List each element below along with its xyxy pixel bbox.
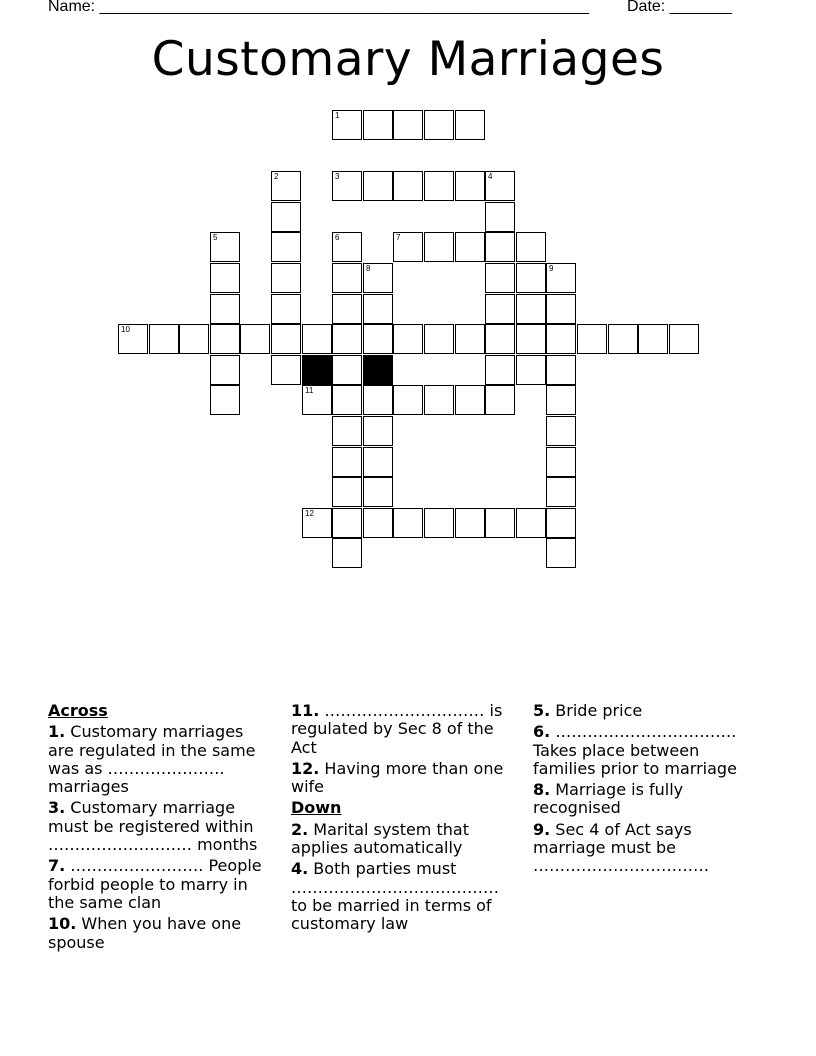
- clue-number: 5: [213, 233, 218, 242]
- grid-cell[interactable]: [271, 202, 301, 232]
- clue-across-1: 1. Customary marriages are regulated in the same was as …………………. marriages: [48, 722, 256, 797]
- grid-cell[interactable]: [271, 263, 301, 293]
- grid-cell[interactable]: [271, 324, 301, 354]
- grid-cell[interactable]: [546, 294, 576, 324]
- clue-number: 12: [305, 509, 314, 518]
- grid-cell[interactable]: [455, 171, 485, 201]
- grid-cell[interactable]: [516, 508, 546, 538]
- clue-down-4: 4. Both parties must ………………………………… to be married in terms of customary law: [291, 859, 499, 934]
- grid-cell[interactable]: [363, 447, 393, 477]
- clue-down-8: 8. Marriage is fully recognised: [533, 780, 684, 818]
- grid-cell[interactable]: [393, 324, 423, 354]
- grid-cell[interactable]: [455, 232, 485, 262]
- grid-cell[interactable]: [332, 416, 362, 446]
- grid-cell[interactable]: [546, 324, 576, 354]
- grid-cell[interactable]: [424, 110, 454, 140]
- grid-cell[interactable]: [363, 171, 393, 201]
- grid-cell[interactable]: [332, 263, 362, 293]
- page-title: Customary Marriages: [151, 32, 665, 87]
- grid-cell[interactable]: [485, 508, 515, 538]
- grid-cell[interactable]: [332, 447, 362, 477]
- grid-cell[interactable]: [332, 110, 362, 140]
- grid-cell[interactable]: [332, 538, 362, 568]
- grid-cell[interactable]: [393, 171, 423, 201]
- grid-cell[interactable]: [210, 385, 240, 415]
- clue-across-3: 3. Customary marriage must be registered within ……………………… months: [48, 798, 258, 855]
- grid-cell[interactable]: [302, 324, 332, 354]
- clues-column-2: [291, 702, 517, 937]
- across-heading: Across: [48, 701, 108, 720]
- clue-down-5: 5. Bride price: [533, 701, 643, 720]
- clue-number: 7: [396, 233, 401, 242]
- grid-cell[interactable]: [546, 447, 576, 477]
- grid-cell[interactable]: [546, 477, 576, 507]
- clue-down-6: 6. ……………………………. Takes place between families prior to marriage: [533, 722, 737, 778]
- grid-cell[interactable]: [363, 324, 393, 354]
- grid-cell[interactable]: [455, 508, 485, 538]
- grid-cell[interactable]: [393, 232, 423, 262]
- grid-cell[interactable]: [516, 324, 546, 354]
- clue-number: 8: [366, 264, 371, 273]
- grid-cell[interactable]: [516, 294, 546, 324]
- grid-cell[interactable]: [210, 294, 240, 324]
- grid-cell[interactable]: [424, 324, 454, 354]
- grid-cell[interactable]: [393, 385, 423, 415]
- grid-cell[interactable]: [516, 263, 546, 293]
- date-label: Date:: [627, 0, 670, 15]
- grid-cell[interactable]: [516, 355, 546, 385]
- grid-cell[interactable]: [210, 232, 240, 262]
- grid-cell[interactable]: [485, 355, 515, 385]
- grid-cell[interactable]: [332, 477, 362, 507]
- grid-cell[interactable]: [363, 477, 393, 507]
- grid-cell[interactable]: [302, 385, 332, 415]
- clue-across-12: 12. Having more than one wife: [291, 758, 504, 797]
- grid-cell[interactable]: [332, 508, 362, 538]
- grid-cell[interactable]: [271, 355, 301, 385]
- grid-cell[interactable]: [546, 355, 576, 385]
- clue-number: 10: [121, 325, 130, 334]
- grid-cell[interactable]: [485, 263, 515, 293]
- grid-cell[interactable]: [332, 355, 362, 385]
- grid-cell[interactable]: [210, 324, 240, 354]
- grid-cell[interactable]: [546, 508, 576, 538]
- clue-down-2: 2. Marital system that applies automatically: [291, 819, 469, 858]
- grid-cell[interactable]: [118, 324, 148, 354]
- clue-number: 3: [335, 172, 340, 181]
- grid-cell[interactable]: [424, 508, 454, 538]
- grid-cell[interactable]: [210, 263, 240, 293]
- grid-block: [302, 355, 332, 385]
- clue-number: 11: [305, 386, 314, 395]
- grid-cell[interactable]: [424, 385, 454, 415]
- grid-cell[interactable]: [485, 324, 515, 354]
- clue-number: 6: [335, 233, 340, 242]
- grid-cell[interactable]: [485, 202, 515, 232]
- grid-cell[interactable]: [332, 232, 362, 262]
- grid-cell[interactable]: [516, 232, 546, 262]
- grid-cell[interactable]: [455, 385, 485, 415]
- grid-cell[interactable]: [546, 538, 576, 568]
- grid-cell[interactable]: [363, 110, 393, 140]
- grid-block: [363, 355, 393, 385]
- grid-cell[interactable]: [485, 385, 515, 415]
- clue-across-7: 7. ……………………. People forbid people to marry in the same clan: [48, 856, 262, 912]
- grid-cell[interactable]: [669, 324, 699, 354]
- clues-column-3: [533, 702, 759, 879]
- clue-across-10: 10. When you have one spouse: [48, 914, 242, 952]
- grid-cell[interactable]: [546, 385, 576, 415]
- grid-cell[interactable]: [240, 324, 270, 354]
- grid-cell[interactable]: [363, 263, 393, 293]
- date-line[interactable]: _______: [669, 0, 732, 15]
- grid-cell[interactable]: [271, 232, 301, 262]
- grid-cell[interactable]: [332, 294, 362, 324]
- grid-cell[interactable]: [332, 385, 362, 415]
- grid-cell[interactable]: [546, 416, 576, 446]
- grid-cell[interactable]: [424, 232, 454, 262]
- grid-cell[interactable]: [424, 171, 454, 201]
- grid-cell[interactable]: [393, 508, 423, 538]
- grid-cell[interactable]: [149, 324, 179, 354]
- grid-cell[interactable]: [302, 508, 332, 538]
- grid-cell[interactable]: [271, 294, 301, 324]
- grid-cell[interactable]: [332, 324, 362, 354]
- grid-cell[interactable]: [210, 355, 240, 385]
- clue-number: 1: [335, 111, 340, 120]
- grid-cell[interactable]: [608, 324, 638, 354]
- down-heading: Down: [291, 798, 342, 818]
- name-line[interactable]: _______________________________________________________: [99, 0, 589, 15]
- clue-number: 2: [274, 172, 279, 181]
- grid-cell[interactable]: [363, 508, 393, 538]
- grid-cell[interactable]: [363, 416, 393, 446]
- grid-cell[interactable]: [363, 294, 393, 324]
- grid-cell[interactable]: [455, 324, 485, 354]
- grid-cell[interactable]: [485, 232, 515, 262]
- clue-down-9: 9. Sec 4 of Act says marriage must be ……………………………: [533, 819, 709, 876]
- grid-cell[interactable]: [455, 110, 485, 140]
- name-label: Name:: [48, 0, 100, 15]
- grid-cell[interactable]: [332, 171, 362, 201]
- grid-cell[interactable]: [393, 110, 423, 140]
- clue-number: 9: [549, 264, 554, 273]
- clues-column-1: [48, 702, 274, 955]
- grid-cell[interactable]: [485, 294, 515, 324]
- grid-cell[interactable]: [485, 171, 515, 201]
- grid-cell[interactable]: [271, 171, 301, 201]
- clue-number: 4: [488, 172, 493, 181]
- grid-cell[interactable]: [546, 263, 576, 293]
- clue-across-11: 11. ………………………… is regulated by Sec 8 of the Act: [291, 701, 503, 757]
- grid-cell[interactable]: [638, 324, 668, 354]
- grid-cell[interactable]: [363, 385, 393, 415]
- grid-cell[interactable]: [179, 324, 209, 354]
- grid-cell[interactable]: [577, 324, 607, 354]
